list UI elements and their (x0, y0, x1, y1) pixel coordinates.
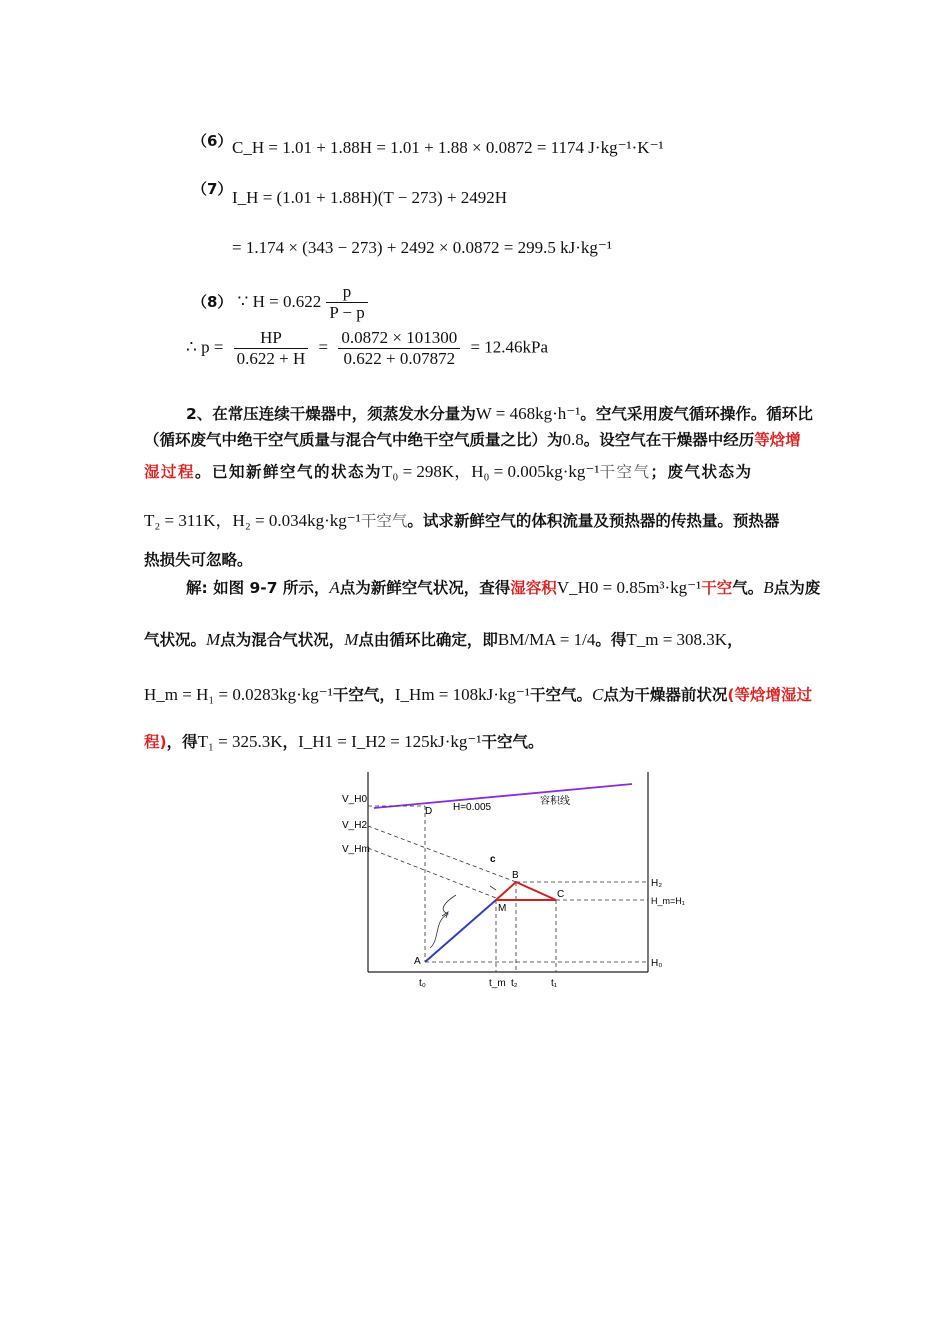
solution-point-a: A (329, 578, 340, 597)
solution-text-15: 干空气。 (481, 733, 544, 751)
problem-text-4: 。设空气在干燥器中经历 (583, 431, 755, 449)
h-value-label: H=0.005 (453, 802, 492, 813)
eq8-f2-num: 0.0872 × 101300 (338, 328, 460, 349)
solution-text-13: ，得 (166, 733, 198, 751)
point-c-small: c (490, 854, 496, 865)
solution-math-ratio: BM/MA = 1/4 (497, 630, 596, 649)
solution-line2 (144, 628, 743, 650)
solution-text-2: 点为新鲜空气状况，查得 (339, 579, 511, 597)
c-pointer (490, 886, 496, 890)
point-b: B (512, 870, 519, 881)
solution-math-ih1: I_H1 = I_H2 = 125kJ·kg⁻¹ (298, 732, 482, 751)
solution-red-c: (等焓增湿过 (727, 686, 812, 704)
eq8-frac-num: p (326, 282, 367, 303)
solution-math-hm: H_m = H₁ = 0.0283kg·kg⁻¹ (144, 685, 333, 704)
eq7-label: （7） (192, 180, 233, 198)
solution-text-7: 点由循环比确定，即 (358, 631, 498, 649)
problem-text-dry1: 干空气 (599, 463, 651, 481)
problem-math-exhaust: T₂ = 311K，H₂ = 0.034kg·kg⁻¹ (144, 511, 361, 530)
solution-math-ihm: I_Hm = 108kJ·kg⁻¹ (394, 685, 530, 704)
solution-text-10: 干空气， (332, 686, 395, 704)
solution-point-m2: M (344, 630, 359, 649)
problem-red-2: 湿过程 (144, 463, 196, 481)
eq6-formula: C_H = 1.01 + 1.88H = 1.01 + 1.88 × 0.0872 = 1174 J·kg⁻¹·K⁻¹ (232, 138, 664, 157)
problem-math-ratio: 0.8 (562, 430, 584, 449)
problem-line2 (144, 428, 801, 450)
humidity-chart-figure (330, 770, 685, 995)
solution-text-14: ， (282, 733, 299, 751)
x-label-tm: t_m (489, 978, 506, 989)
problem-line5: 热损失可忽略。 (144, 551, 253, 569)
point-a: A (414, 956, 421, 967)
solution-text-3: 气。 (732, 579, 764, 597)
problem-text-dry2: 干空气 (360, 512, 408, 530)
point-m: M (498, 903, 507, 914)
eq8-because: ∵ H = 0.622 (237, 292, 322, 311)
solution-point-b: B (763, 578, 774, 597)
volume-line (374, 784, 632, 808)
solution-red-vol: 湿容积 (510, 579, 557, 597)
problem-line1 (186, 402, 813, 424)
eq8-frac-den: P − p (329, 303, 365, 322)
problem-math-w: W = 468kg·h⁻¹ (475, 404, 581, 423)
problem-line4 (144, 506, 779, 531)
x-label-t1: t₁ (551, 978, 558, 989)
problem-text-2: 。空气采用废气循环操作。循环比 (580, 405, 813, 423)
problem-red-1: 等焓增 (754, 431, 801, 449)
problem-text-5: 。已知新鲜空气的状态为 (195, 463, 383, 481)
problem-text-7: 。试求新鲜空气的体积流量及预热器的传热量。预热器 (407, 512, 780, 530)
solution-line4 (144, 730, 543, 752)
x-label-t0: t₀ (419, 978, 426, 989)
right-label-hm: H_m=H₁ (651, 896, 685, 906)
eq7-formula-line1: I_H = (1.01 + 1.88H)(T − 273) + 2492H (232, 188, 508, 207)
solution-text-5: 气状况。 (144, 631, 207, 649)
solution-text-9: ， (727, 631, 743, 649)
eq8-fraction (326, 282, 367, 323)
problem-line3 (144, 457, 753, 482)
eq8-f1-num: HP (234, 328, 309, 349)
solution-point-m1: M (206, 630, 221, 649)
solution-text-6: 点为混合气状况， (220, 631, 345, 649)
problem-text-1: 2、在常压连续干燥器中，须蒸发水分量为 (186, 405, 476, 423)
point-d: D (425, 806, 433, 817)
eq8-line1 (192, 282, 368, 323)
solution-math-vh0: V_H0 = 0.85m³·kg⁻¹ (556, 578, 702, 597)
volume-line-label: 容积线 (540, 796, 570, 807)
problem-text-6: ；废气状态为 (650, 463, 753, 481)
eq8-therefore: ∴ p = (186, 337, 224, 357)
solution-line1 (186, 576, 820, 598)
solution-math-tm: T_m = 308.3K (626, 630, 728, 649)
solution-text-1: 解: 如图 9-7 所示， (186, 579, 330, 597)
solution-math-t1: T₁ = 325.3K (197, 732, 283, 751)
eq8-frac1 (234, 328, 309, 369)
solution-line3 (144, 683, 812, 705)
eq8-line2 (186, 328, 548, 369)
eq8-f1-den: 0.622 + H (236, 349, 306, 368)
line-a-to-m (425, 900, 496, 962)
solution-red-d: 程) (144, 733, 167, 751)
eq8-f2-den: 0.622 + 0.07872 (343, 349, 456, 368)
solution-text-12: 点为干燥器前状况 (603, 686, 728, 704)
y-label-vh2: V_H2 (342, 820, 368, 831)
solution-red-dry: 干空 (701, 579, 733, 597)
y-label-vh0: V_H0 (342, 794, 368, 805)
right-label-h0: H₀ (651, 958, 663, 969)
point-c: C (557, 889, 565, 900)
solution-text-11: 干空气。 (529, 686, 592, 704)
problem-text-3: （循环废气中绝干空气质量与混合气中绝干空气质量之比）为 (144, 431, 563, 449)
solution-text-8: 。得 (595, 631, 627, 649)
y-label-vhm: V_Hm (342, 844, 370, 855)
segment-brace (430, 895, 456, 948)
eq8-equals: = (318, 337, 329, 357)
eq6-label: （6） (192, 132, 233, 150)
x-label-t2: t₂ (511, 978, 518, 989)
eq8-label: （8） (192, 293, 233, 311)
eq7-formula-line2: = 1.174 × (343 − 273) + 2492 × 0.0872 = 299.5 kJ·kg⁻¹ (232, 238, 612, 257)
solution-point-c: C (592, 685, 604, 704)
line-m-b-c (496, 882, 556, 900)
right-label-h2: H₂ (651, 878, 663, 889)
problem-math-fresh: T₀ = 298K，H₀ = 0.005kg·kg⁻¹ (382, 462, 600, 481)
eq8-frac2 (338, 328, 460, 369)
eq8-result: = 12.46kPa (470, 337, 549, 357)
solution-text-4: 点为废 (773, 579, 821, 597)
